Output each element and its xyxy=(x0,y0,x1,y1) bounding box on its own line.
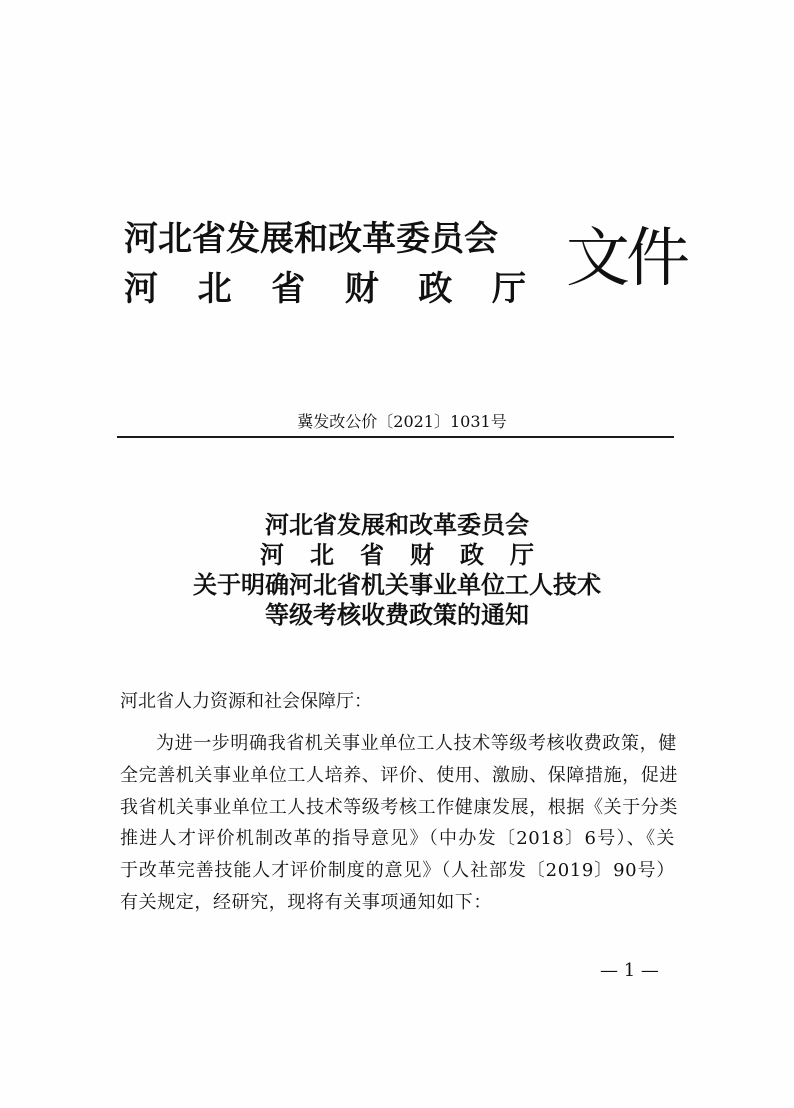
document-title xyxy=(0,510,794,630)
document-number xyxy=(0,410,794,434)
body-line: 于改革完善技能人才评价制度的意见》（人社部发〔2019〕90号） xyxy=(120,860,675,882)
title-line-2-char: 厅 xyxy=(510,540,534,569)
issuer-name-2 xyxy=(124,264,526,314)
title-line-2-char: 财 xyxy=(410,540,434,569)
body-line: 我省机关事业单位工人技术等级考核工作健康发展，根据《关于分类 xyxy=(120,796,678,818)
title-line-2 xyxy=(0,540,794,570)
issuer-name-2-char: 财 xyxy=(344,269,379,309)
page-number: — 1 — xyxy=(600,960,659,981)
body-line: 推进人才评价机制改革的指导意见》（中办发〔2018〕6号）、《关 xyxy=(120,828,675,850)
issuer-name-1: 河北省发展和改革委员会 xyxy=(124,219,498,259)
title-line-1: 河北省发展和改革委员会 xyxy=(265,510,529,539)
document-mark: 文件 xyxy=(566,222,686,296)
issuer-name-2-char: 政 xyxy=(418,269,453,309)
body-line: 有关规定，经研究，现将有关事项通知如下： xyxy=(120,891,492,913)
issuer-name-2-char: 厅 xyxy=(491,269,526,309)
document-number-text: 冀发改公价〔2021〕1031号 xyxy=(297,412,507,431)
title-line-2-char: 北 xyxy=(310,540,334,569)
addressee: 河北省人力资源和社会保障厅： xyxy=(120,691,372,712)
body-paragraph xyxy=(120,728,678,919)
title-line-4: 等级考核收费政策的通知 xyxy=(265,600,529,629)
issuer-block xyxy=(124,214,544,314)
body-line: 为进一步明确我省机关事业单位工人技术等级考核收费政策，健 xyxy=(156,733,677,754)
body-line: 全完善机关事业单位工人培养、评价、使用、激励、保障措施，促进 xyxy=(120,764,678,786)
title-line-2-char: 政 xyxy=(460,540,484,569)
title-line-3: 关于明确河北省机关事业单位工人技术 xyxy=(193,570,601,599)
header-divider xyxy=(117,436,674,438)
issuer-name-2-char: 河 xyxy=(124,269,158,309)
issuer-name-2-char: 北 xyxy=(197,269,232,309)
title-line-2-char: 河 xyxy=(260,540,284,569)
issuer-name-2-char: 省 xyxy=(271,269,306,309)
title-line-2-char: 省 xyxy=(360,540,384,569)
